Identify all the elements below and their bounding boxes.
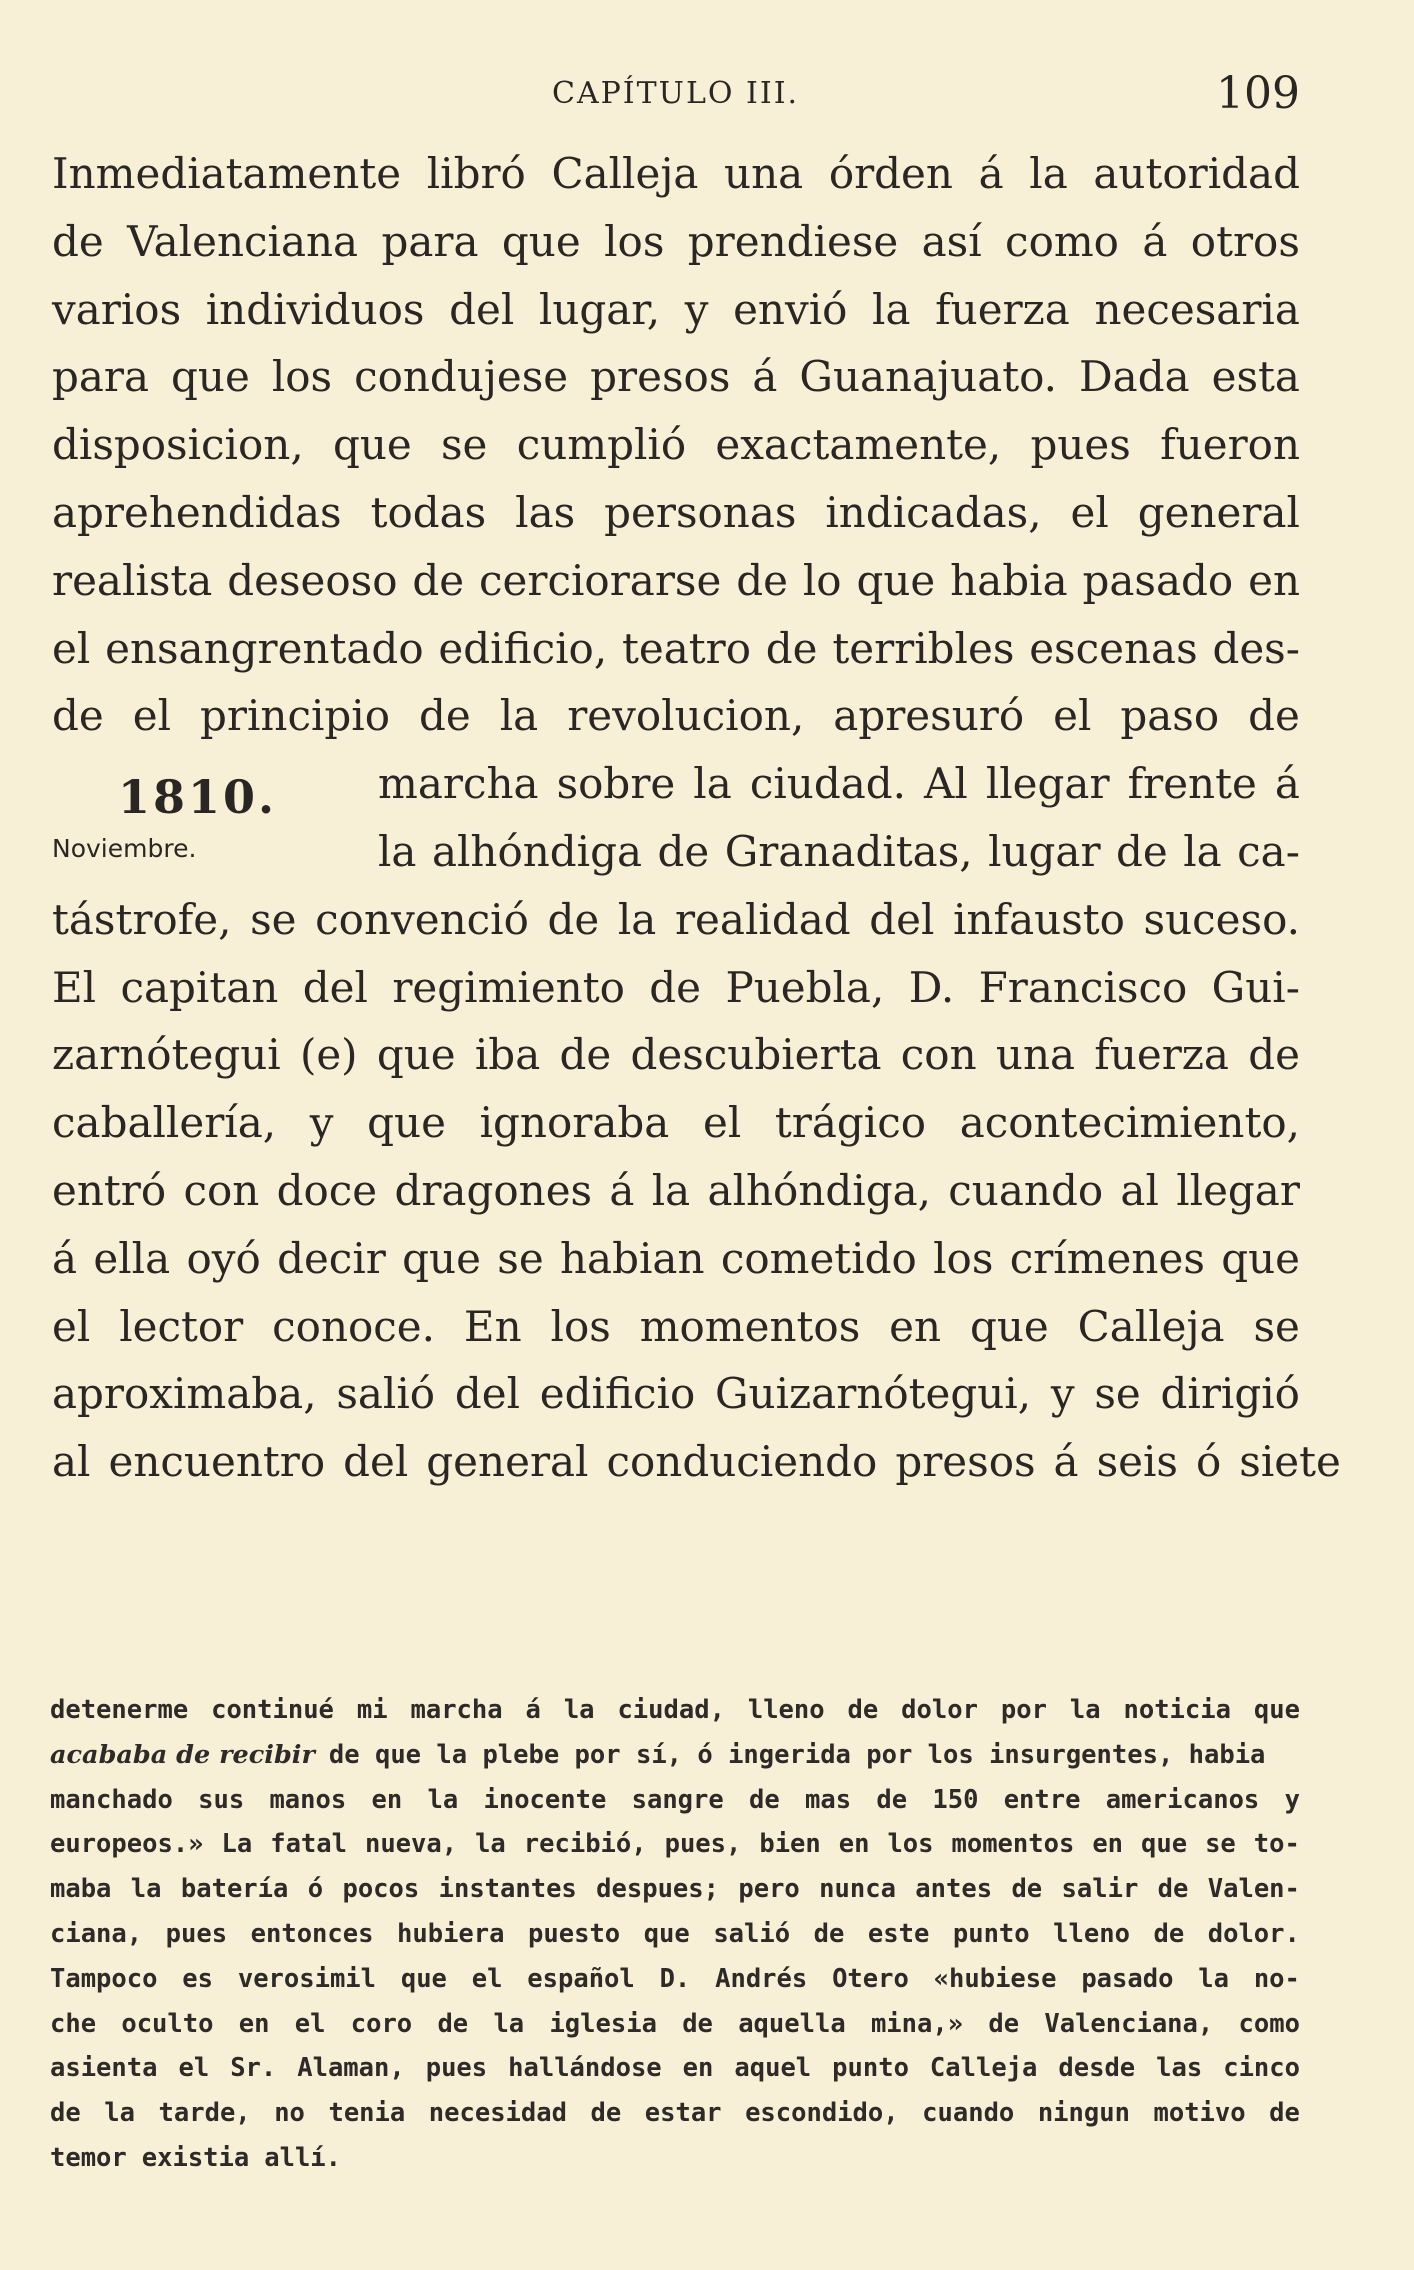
text-line: el lector conoce. En los momentos en que Calleja se — [52, 1301, 1300, 1351]
text-line: de el principio de la revolucion, apresuró el paso de — [52, 691, 1300, 741]
footnote-line: temor existia allí. — [50, 2142, 341, 2173]
running-title: CAPÍTULO III. — [552, 76, 800, 111]
text-line: caballería, y que ignoraba el trágico acontecimiento, — [52, 1098, 1300, 1148]
text-line: aprehendidas todas las personas indicadas, el general — [52, 487, 1300, 537]
footnote-line — [50, 1733, 1300, 1778]
footnote — [50, 1688, 1300, 2181]
text-line: marcha sobre la ciudad. Al llegar frente á — [378, 759, 1300, 809]
text-line: al encuentro del general conduciendo presos á seis ó siete — [52, 1437, 1341, 1487]
footnote-line: ciana, pues entonces hubiera puesto que salió de este punto lleno de dolor. — [50, 1918, 1300, 1949]
footnote-line: europeos.» La fatal nueva, la recibió, pues, bien en los momentos en que se to- — [50, 1829, 1300, 1860]
text-line: de Valenciana para que los prendiese así como á otros — [52, 216, 1300, 266]
footnote-line: manchado sus manos en la inocente sangre de mas de 150 entre americanos y — [50, 1784, 1300, 1815]
footnote-line: detenerme continué mi marcha á la ciudad, lleno de dolor por la noticia que — [50, 1695, 1300, 1725]
text-line: realista deseoso de cerciorarse de lo que habia pasado en — [52, 555, 1300, 605]
text-line: tástrofe, se convenció de la realidad del infausto suceso. — [52, 894, 1300, 944]
text-line: la alhóndiga de Granaditas, lugar de la ca- — [378, 826, 1300, 876]
text-line: El capitan del regimiento de Puebla, D. Francisco Gui- — [52, 962, 1300, 1012]
footnote-line: asienta el Sr. Alaman, pues hallándose en aquel punto Calleja desde las cinco — [50, 2053, 1300, 2084]
footnote-line: de la tarde, no tenia necesidad de estar escondido, cuando ningun motivo de — [50, 2098, 1300, 2129]
text-line: aproximaba, salió del edificio Guizarnótegui, y se dirigió — [52, 1369, 1300, 1419]
margin-note-month: Noviembre. — [52, 834, 197, 863]
page-number: 109 — [1216, 68, 1300, 119]
text-line: para que los condujese presos á Guanajuato. Dada esta — [52, 352, 1300, 402]
footnote-line: maba la batería ó pocos instantes despues; pero nunca antes de salir de Valen- — [50, 1874, 1300, 1905]
footnote-line: Tampoco es verosimil que el español D. Andrés Otero «hubiese pasado la no- — [50, 1963, 1300, 1994]
text-line: varios individuos del lugar, y envió la fuerza necesaria — [52, 284, 1300, 334]
text-line: disposicion, que se cumplió exactamente, pues fueron — [52, 420, 1300, 470]
footnote-italic: acababa de recibir — [50, 1739, 315, 1770]
margin-note-year: 1810. — [118, 770, 278, 824]
text-line: Inmediatamente libró Calleja una órden á la autoridad — [52, 149, 1300, 198]
footnote-line: che oculto en el coro de la iglesia de aquella mina,» de Valenciana, como — [50, 2008, 1300, 2039]
text-line: zarnótegui (e) que iba de descubierta con una fuerza de — [52, 1030, 1300, 1080]
text-line: entró con doce dragones á la alhóndiga, cuando al llegar — [52, 1165, 1300, 1215]
text-line: el ensangrentado edificio, teatro de terribles escenas des- — [52, 623, 1300, 673]
footnote-line-rest: de que la plebe por sí, ó ingerida por los insurgentes, habia — [328, 1739, 1266, 1770]
page-header — [52, 68, 1300, 128]
text-line: á ella oyó decir que se habian cometido los crímenes que — [52, 1233, 1300, 1283]
